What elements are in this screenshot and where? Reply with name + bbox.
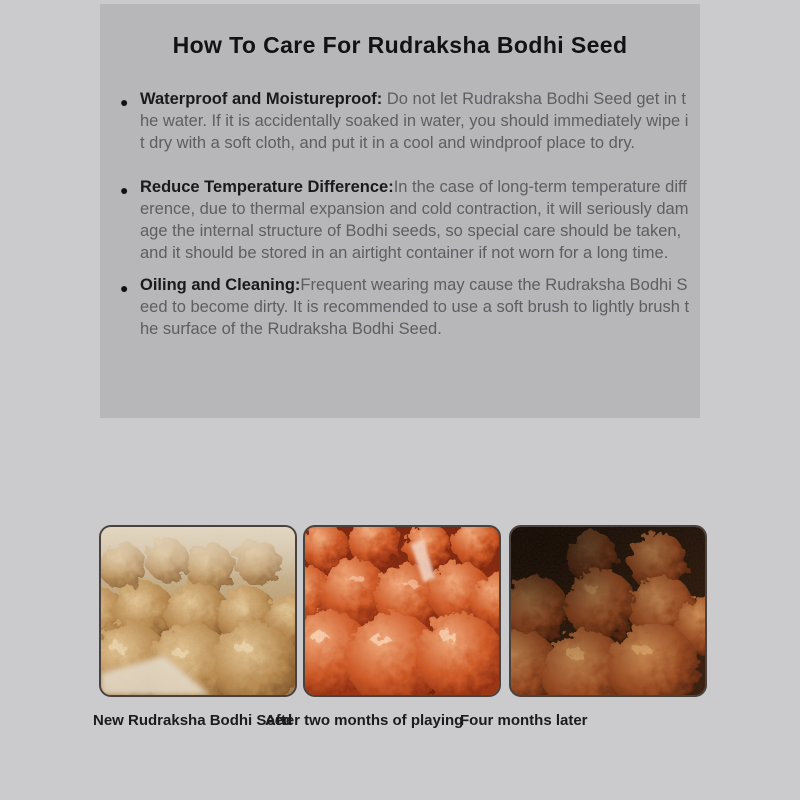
- photo-caption-two-months: After two months of playing: [265, 712, 464, 729]
- photo-caption-four-months: Four months later: [460, 712, 588, 729]
- care-item-oiling: [100, 274, 700, 340]
- photo-gallery: [0, 525, 800, 697]
- bullet-icon: ●: [120, 280, 129, 296]
- photo-four-months: [509, 525, 707, 697]
- two-months-photo-image: [305, 527, 499, 695]
- photo-two-months: [303, 525, 501, 697]
- caption-row: [0, 712, 800, 732]
- care-panel: [100, 4, 700, 418]
- care-item-text: In the case of long-term temperature difference, due to thermal expansion and cold contraction, it will seriously damage the internal structure of Bodhi seeds, so special care should be taken, and it should be stored in an airtight container if not worn for a long time.: [140, 178, 689, 262]
- page-title: How To Care For Rudraksha Bodhi Seed: [172, 32, 628, 58]
- photo-new-seed: [99, 525, 297, 697]
- care-item-label: Reduce Temperature Difference:: [140, 178, 394, 196]
- care-item-text: Frequent wearing may cause the Rudraksha Bodhi Seed to become dirty. It is recommended to use a soft brush to lightly brush the surface of the Rudraksha Bodhi Seed.: [140, 276, 690, 338]
- four-months-photo-image: [511, 527, 705, 695]
- bullet-icon: ●: [120, 94, 129, 110]
- care-list: [100, 88, 700, 340]
- care-item-label: Waterproof and Moistureproof:: [140, 90, 383, 108]
- photo-caption-new-seed: New Rudraksha Bodhi Seed: [93, 712, 293, 729]
- care-item-temperature: [100, 176, 700, 264]
- new-seed-photo-image: [101, 527, 295, 695]
- bullet-icon: ●: [120, 182, 129, 198]
- care-item-text: Do not let Rudraksha Bodhi Seed get in the water. If it is accidentally soaked in water, you should immediately wipe it dry with a soft cloth, and put it in a cool and windproof place to dry.: [140, 90, 689, 152]
- care-item-waterproof: [100, 88, 700, 154]
- care-item-label: Oiling and Cleaning:: [140, 276, 301, 294]
